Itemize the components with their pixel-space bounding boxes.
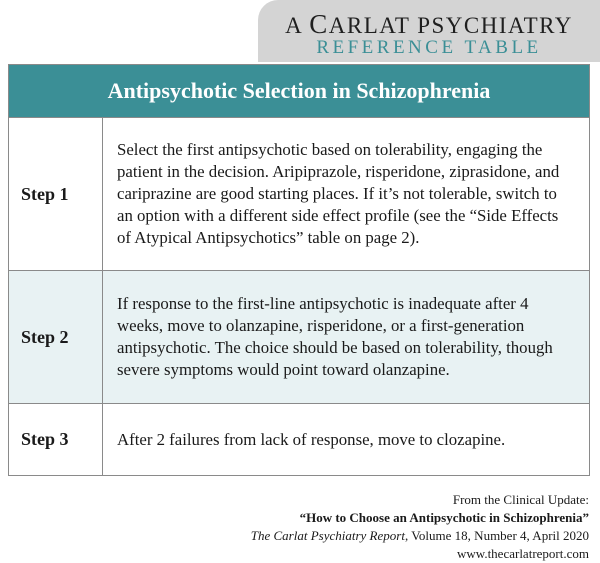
brand-subtitle: REFERENCE TABLE <box>316 37 542 58</box>
step-description: If response to the first-line antipsychotic is inadequate after 4 weeks, move to olanzapine, risperidone, or a first-generation antipsychotic. The choice should be based on tolerability, though severe symptoms would point toward olanzapine. <box>117 294 553 379</box>
step-label: Step 1 <box>9 118 103 270</box>
article-title: “How to Choose an Antipsychotic in Schizophrenia” <box>299 510 589 525</box>
source-citation <box>251 491 589 563</box>
step-description: Select the first antipsychotic based on tolerability, engaging the patient in the decision. Aripiprazole, risperidone, ziprasidone, and cariprazine are good starting places. If it’s not tolerable, switch to an option with a different side effect profile (see the “Side Effects of Atypical Antipsychotics” table on page 2). <box>117 140 560 247</box>
journal-issue: , Volume 18, Number 4, April 2020 <box>404 528 589 543</box>
brand-initial: C <box>309 9 329 39</box>
table-row-step-1 <box>9 117 589 270</box>
table-row-step-2 <box>9 270 589 403</box>
step-description: After 2 failures from lack of response, move to clozapine. <box>117 429 506 449</box>
website-link[interactable]: www.thecarlatreport.com <box>457 546 589 561</box>
brand-prefix: A <box>285 13 310 38</box>
citation-intro: From the Clinical Update: <box>452 492 589 507</box>
step-label: Step 3 <box>9 404 103 475</box>
step-label: Step 2 <box>9 271 103 403</box>
brand-rest: ARLAT PSYCHIATRY <box>328 13 573 38</box>
journal-info <box>251 527 589 545</box>
table-row-step-3 <box>9 403 589 475</box>
brand-name <box>258 9 600 40</box>
reference-table <box>8 64 590 476</box>
table-title: Antipsychotic Selection in Schizophrenia <box>9 65 589 117</box>
journal-name: The Carlat Psychiatry Report <box>250 528 405 543</box>
brand-header <box>258 0 600 62</box>
